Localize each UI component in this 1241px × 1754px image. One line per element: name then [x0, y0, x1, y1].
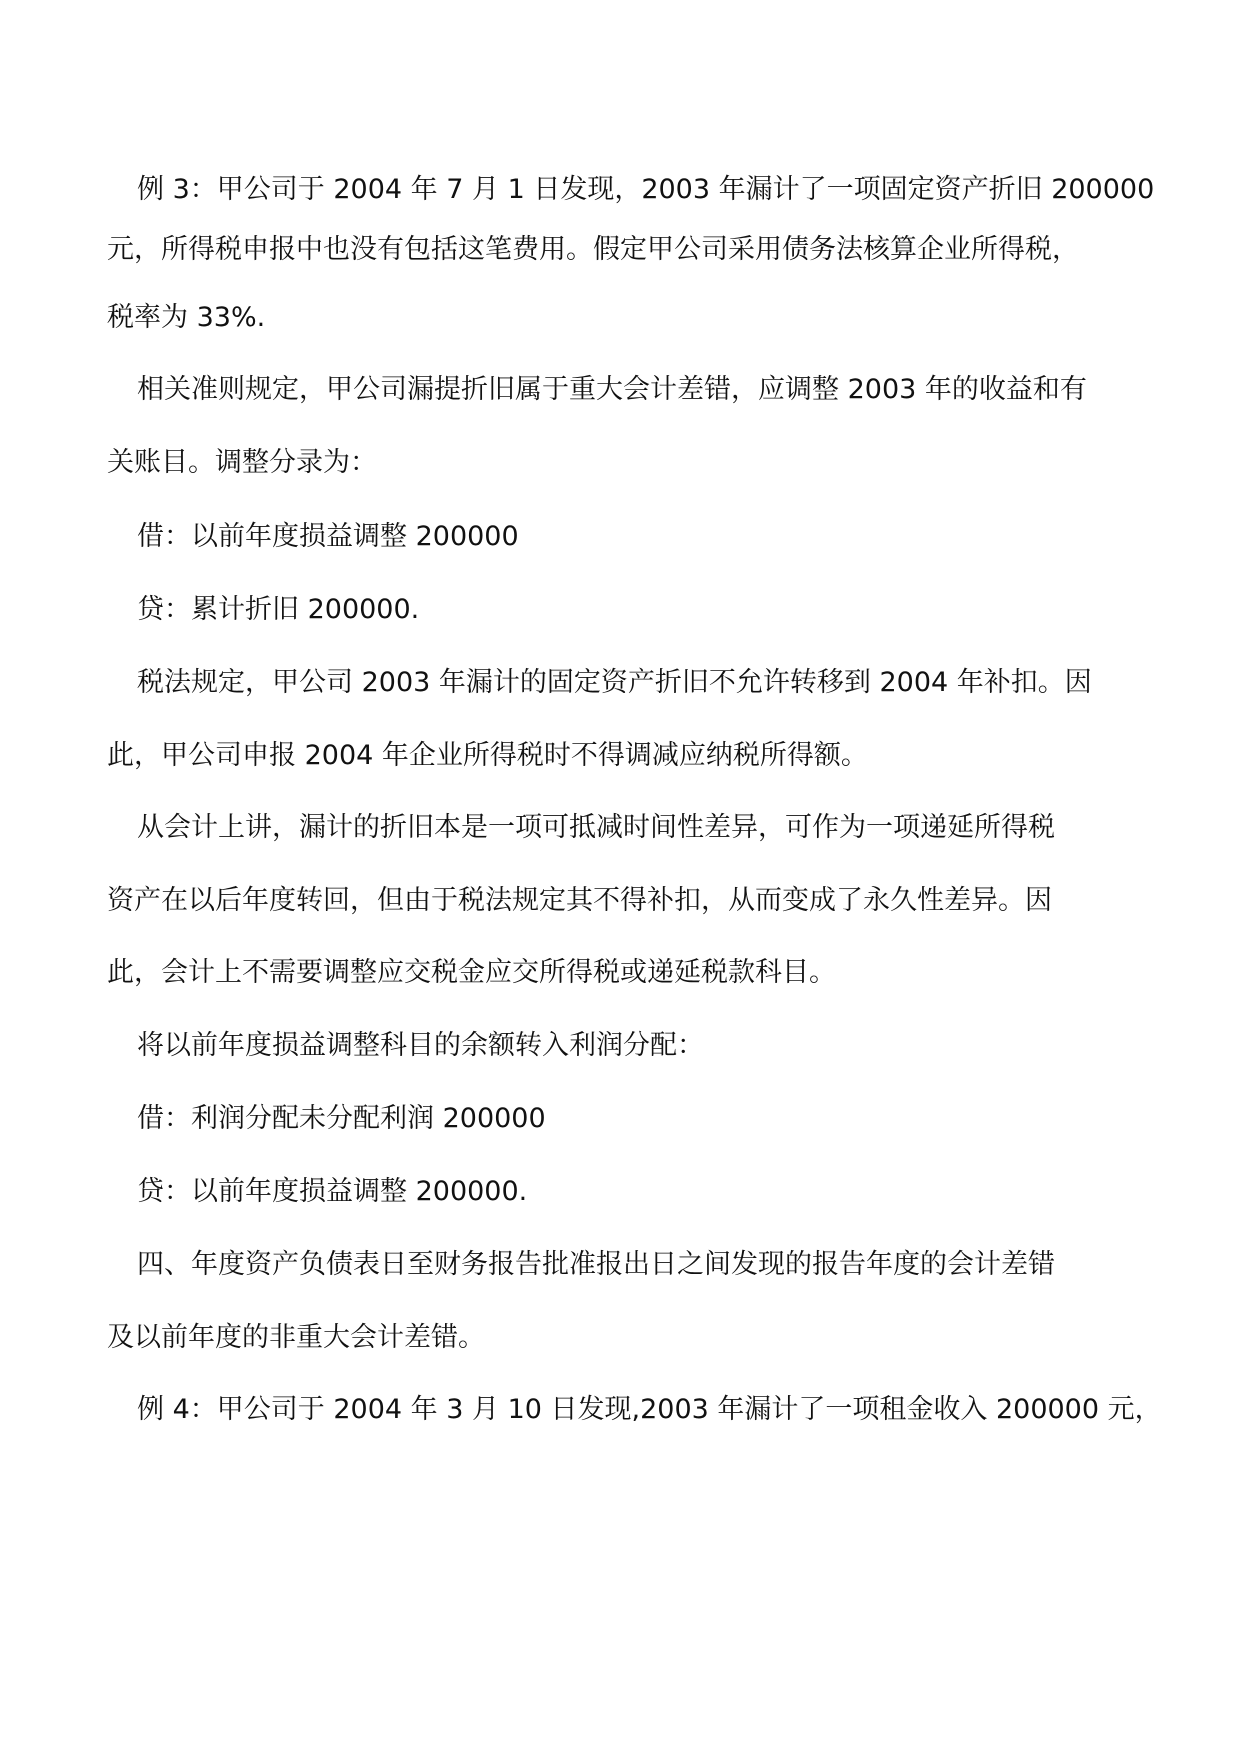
paragraph-line: 将以前年度损益调整科目的余额转入利润分配： — [137, 1030, 704, 1061]
paragraph-line: 相关准则规定，甲公司漏提折旧属于重大会计差错，应调整 2003 年的收益和有 — [137, 374, 1087, 405]
paragraph-line: 关账目。调整分录为： — [107, 447, 377, 478]
paragraph-line: 贷：以前年度损益调整 200000. — [137, 1176, 528, 1207]
paragraph-line: 贷：累计折旧 200000. — [137, 594, 420, 625]
paragraph-line: 四、年度资产负债表日至财务报告批准报出日之间发现的报告年度的会计差错 — [137, 1249, 1055, 1280]
paragraph-line: 此，甲公司申报 2004 年企业所得税时不得调减应纳税所得额。 — [107, 740, 868, 771]
paragraph-line: 借：利润分配未分配利润 200000 — [137, 1103, 546, 1134]
paragraph-line: 从会计上讲，漏计的折旧本是一项可抵减时间性差异，可作为一项递延所得税 — [137, 812, 1055, 843]
paragraph-line: 此，会计上不需要调整应交税金应交所得税或递延税款科目。 — [107, 957, 836, 988]
paragraph-line: 及以前年度的非重大会计差错。 — [107, 1322, 485, 1353]
paragraph-line: 税率为 33%. — [107, 302, 266, 333]
paragraph-line: 资产在以后年度转回，但由于税法规定其不得补扣，从而变成了永久性差异。因 — [107, 885, 1052, 916]
paragraph-line: 借：以前年度损益调整 200000 — [137, 521, 519, 552]
paragraph-line: 税法规定，甲公司 2003 年漏计的固定资产折旧不允许转移到 2004 年补扣。因 — [137, 667, 1092, 698]
paragraph-line: 元，所得税申报中也没有包括这笔费用。假定甲公司采用债务法核算企业所得税， — [107, 234, 1079, 265]
paragraph-line: 例 4：甲公司于 2004 年 3 月 10 日发现,2003 年漏计了一项租金收入 200000 元， — [137, 1394, 1162, 1425]
paragraph-line: 例 3：甲公司于 2004 年 7 月 1 日发现，2003 年漏计了一项固定资产折旧 200000 — [137, 174, 1155, 205]
